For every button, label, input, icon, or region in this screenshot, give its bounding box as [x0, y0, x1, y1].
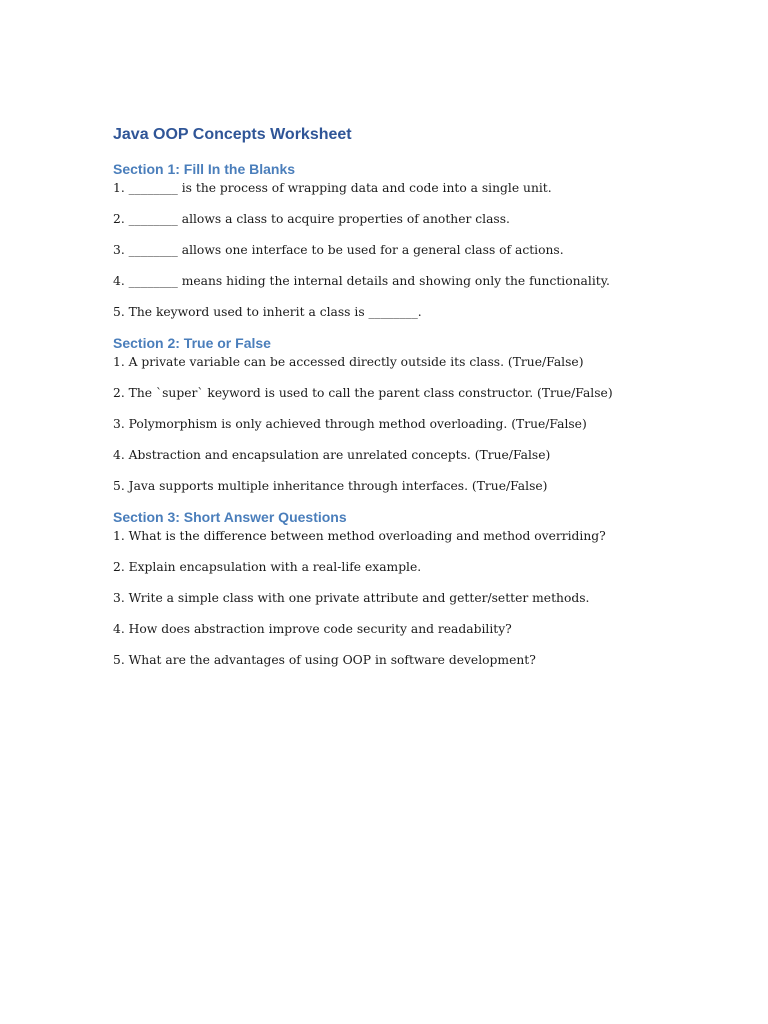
question-item: 5. What are the advantages of using OOP in software development?	[113, 653, 536, 667]
question-list	[113, 180, 713, 320]
question-item: 3. Write a simple class with one private attribute and getter/setter methods.	[113, 591, 590, 605]
question-item: 2. Explain encapsulation with a real-life example.	[113, 560, 422, 574]
question-item: 1. A private variable can be accessed directly outside its class. (True/False)	[113, 355, 584, 369]
question-item: 4. How does abstraction improve code security and readability?	[113, 622, 512, 636]
question-item: 1. ________ is the process of wrapping data and code into a single unit.	[113, 181, 552, 195]
section-fill-in-the-blanks	[113, 159, 713, 320]
section-true-or-false	[113, 333, 713, 494]
question-item: 2. ________ allows a class to acquire properties of another class.	[113, 212, 510, 226]
question-item: 5. The keyword used to inherit a class is ________.	[113, 305, 422, 319]
document-page	[113, 124, 713, 668]
section-heading: Section 3: Short Answer Questions	[113, 509, 347, 525]
question-list	[113, 528, 713, 668]
question-item: 4. ________ means hiding the internal details and showing only the functionality.	[113, 274, 610, 288]
question-list	[113, 354, 713, 494]
question-item: 5. Java supports multiple inheritance through interfaces. (True/False)	[113, 479, 548, 493]
question-item: 2. The `super` keyword is used to call the parent class constructor. (True/False)	[113, 386, 613, 400]
question-item: 4. Abstraction and encapsulation are unrelated concepts. (True/False)	[113, 448, 551, 462]
section-short-answer	[113, 507, 713, 668]
section-heading: Section 2: True or False	[113, 335, 271, 351]
document-title: Java OOP Concepts Worksheet	[113, 126, 352, 143]
question-item: 1. What is the difference between method overloading and method overriding?	[113, 529, 606, 543]
question-item: 3. Polymorphism is only achieved through method overloading. (True/False)	[113, 417, 587, 431]
section-heading: Section 1: Fill In the Blanks	[113, 161, 296, 177]
question-item: 3. ________ allows one interface to be used for a general class of actions.	[113, 243, 564, 257]
